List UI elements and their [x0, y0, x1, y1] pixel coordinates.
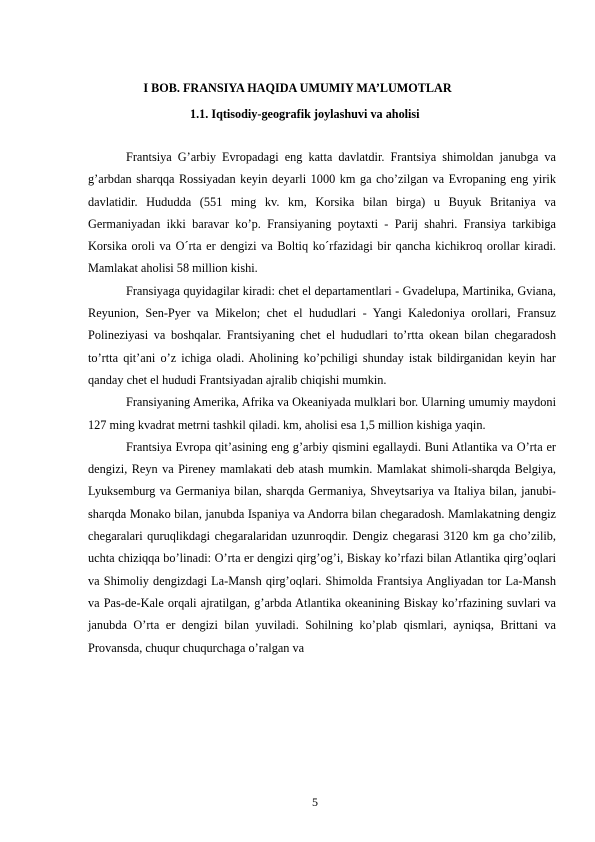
- page-number: 5: [312, 795, 318, 809]
- body-text: [88, 146, 556, 659]
- paragraph-3: Fransiyaning Amerika, Afrika va Okeaniyada mulklari bor. Ularning umumiy maydoni 127 ming kvadrat metrni tashkil qiladi. km, aholisi esa 1,5 million kishiga yaqin.: [88, 395, 556, 432]
- chapter-title: I BOB. FRANSIYA HAQIDA UMUMIY MA’LUMOTLAR: [143, 81, 452, 95]
- paragraph-2: Fransiyaga quyidagilar kiradi: chet el departamentlari - Gvadelupa, Martinika, Gviana, Reyunion, Sen-Pyer va Mikelon; chet el hududlari - Yangi Kaledoniya orollari, Fransuz Polineziyasi va boshqalar. Frantsiyaning chet el hududlari to’rtta okean bilan chegaradosh to’rtta qit’ani o’z ichiga oladi. Aholining ko’pchiligi shunday istak bildirganidan keyin har qanday chet el hududi Frantsiyadan ajralib chiqishi mumkin.: [88, 283, 556, 387]
- paragraph-1: Frantsiya G’arbiy Evropadagi eng katta davlatdir. Frantsiya shimoldan janubga va g’arbdan sharqqa Rossiyadan keyin deyarli 1000 km ga cho’zilgan va Evropaning eng yirik davlatidir. Hududda (551 ming kv. km, Korsika bilan birga) u Buyuk Britaniya va Germaniyadan ikki baravar ko’p. Fransiyaning poytaxti - Parij shahri. Fransiya tarkibiga Korsika oroli va O´rta er dengizi va Boltiq ko´rfazidagi bir qancha kichikroq orollar kiradi. Mamlakat aholisi 58 million kishi.: [88, 150, 556, 276]
- section-title: 1.1. Iqtisodiy-geografik joylashuvi va aholisi: [190, 107, 420, 121]
- paragraph-4: Frantsiya Evropa qit’asining eng g’arbiy qismini egallaydi. Buni Atlantika va O’rta er dengizi, Reyn va Pireney mamlakati deb atash mumkin. Mamlakat shimoli-sharqda Belgiya, Lyuksemburg va Germaniya bilan, sharqda Germaniya, Shveytsariya va Italiya bilan, janubi-sharqda Monako bilan, janubda Ispaniya va Andorra bilan chegaradosh. Mamlakatning dengiz chegaralari quruqlikdagi chegaralaridan uzunroqdir. Dengiz chegarasi 3120 km ga cho’zilib, uchta chiziqqa bo’linadi: O’rta er dengizi qirg’og’i, Biskay ko’rfazi bilan Atlantika qirg’oqlari va Shimoliy dengizdagi La-Mansh qirg’oqlari. Shimolda Frantsiya Angliyadan tor La-Mansh va Pas-de-Kale orqali ajratilgan, g’arbda Atlantika okeanining Biskay ko’rfazining suvlari va janubda O’rta er dengizi bilan yuviladi. Sohilning ko’plab qismlari, ayniqsa, Brittani va Provansda, chuqur chuqurchaga o’ralgan va: [88, 439, 556, 655]
